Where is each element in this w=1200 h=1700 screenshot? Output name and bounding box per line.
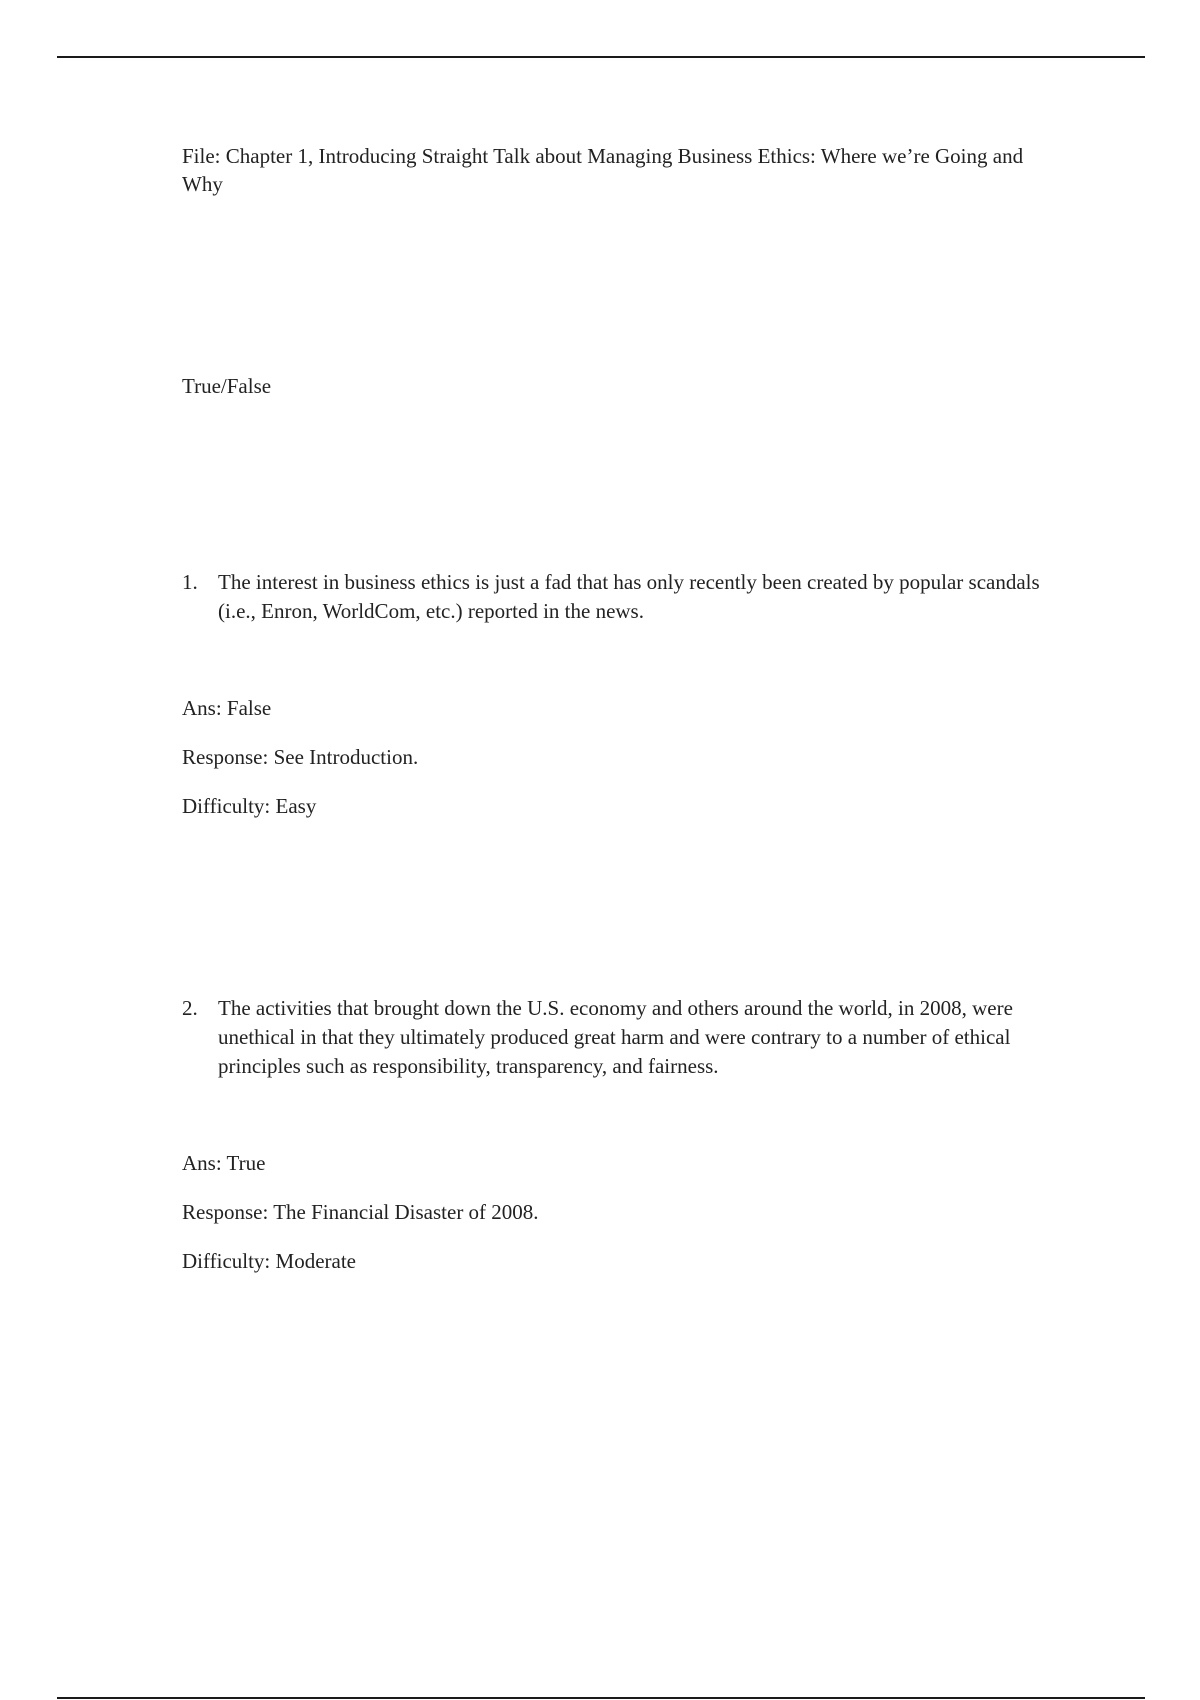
answer-line: Ans: True	[182, 1151, 266, 1175]
answer-block	[182, 1149, 1052, 1296]
footer-rule	[57, 1697, 1145, 1699]
question-text-row	[182, 568, 1052, 626]
question-text: The activities that brought down the U.S. economy and others around the world, in 2008, were unethical in that they ultimately produced great harm and were contrary to a number of ethical principles such as responsibility, transparency, and fairness.	[218, 996, 1013, 1078]
header-rule	[57, 56, 1145, 58]
question-text: The interest in business ethics is just a fad that has only recently been created by popular scandals (i.e., Enron, WorldCom, etc.) reported in the news.	[218, 570, 1040, 623]
question-text-row	[182, 994, 1052, 1081]
document-page	[182, 142, 1052, 1273]
section-heading: True/False	[182, 374, 272, 398]
question-number: 1.	[182, 570, 198, 594]
question-number: 2.	[182, 996, 198, 1020]
difficulty-line: Difficulty: Moderate	[182, 1249, 356, 1273]
file-title: File: Chapter 1, Introducing Straight Talk about Managing Business Ethics: Where we’re Going and Why	[182, 144, 1024, 196]
answer-line: Ans: False	[182, 696, 272, 720]
difficulty-line: Difficulty: Easy	[182, 794, 317, 818]
response-line: Response: The Financial Disaster of 2008.	[182, 1200, 539, 1224]
question-item	[182, 994, 1052, 1296]
response-line: Response: See Introduction.	[182, 745, 419, 769]
answer-block	[182, 694, 1052, 841]
question-item	[182, 568, 1052, 841]
